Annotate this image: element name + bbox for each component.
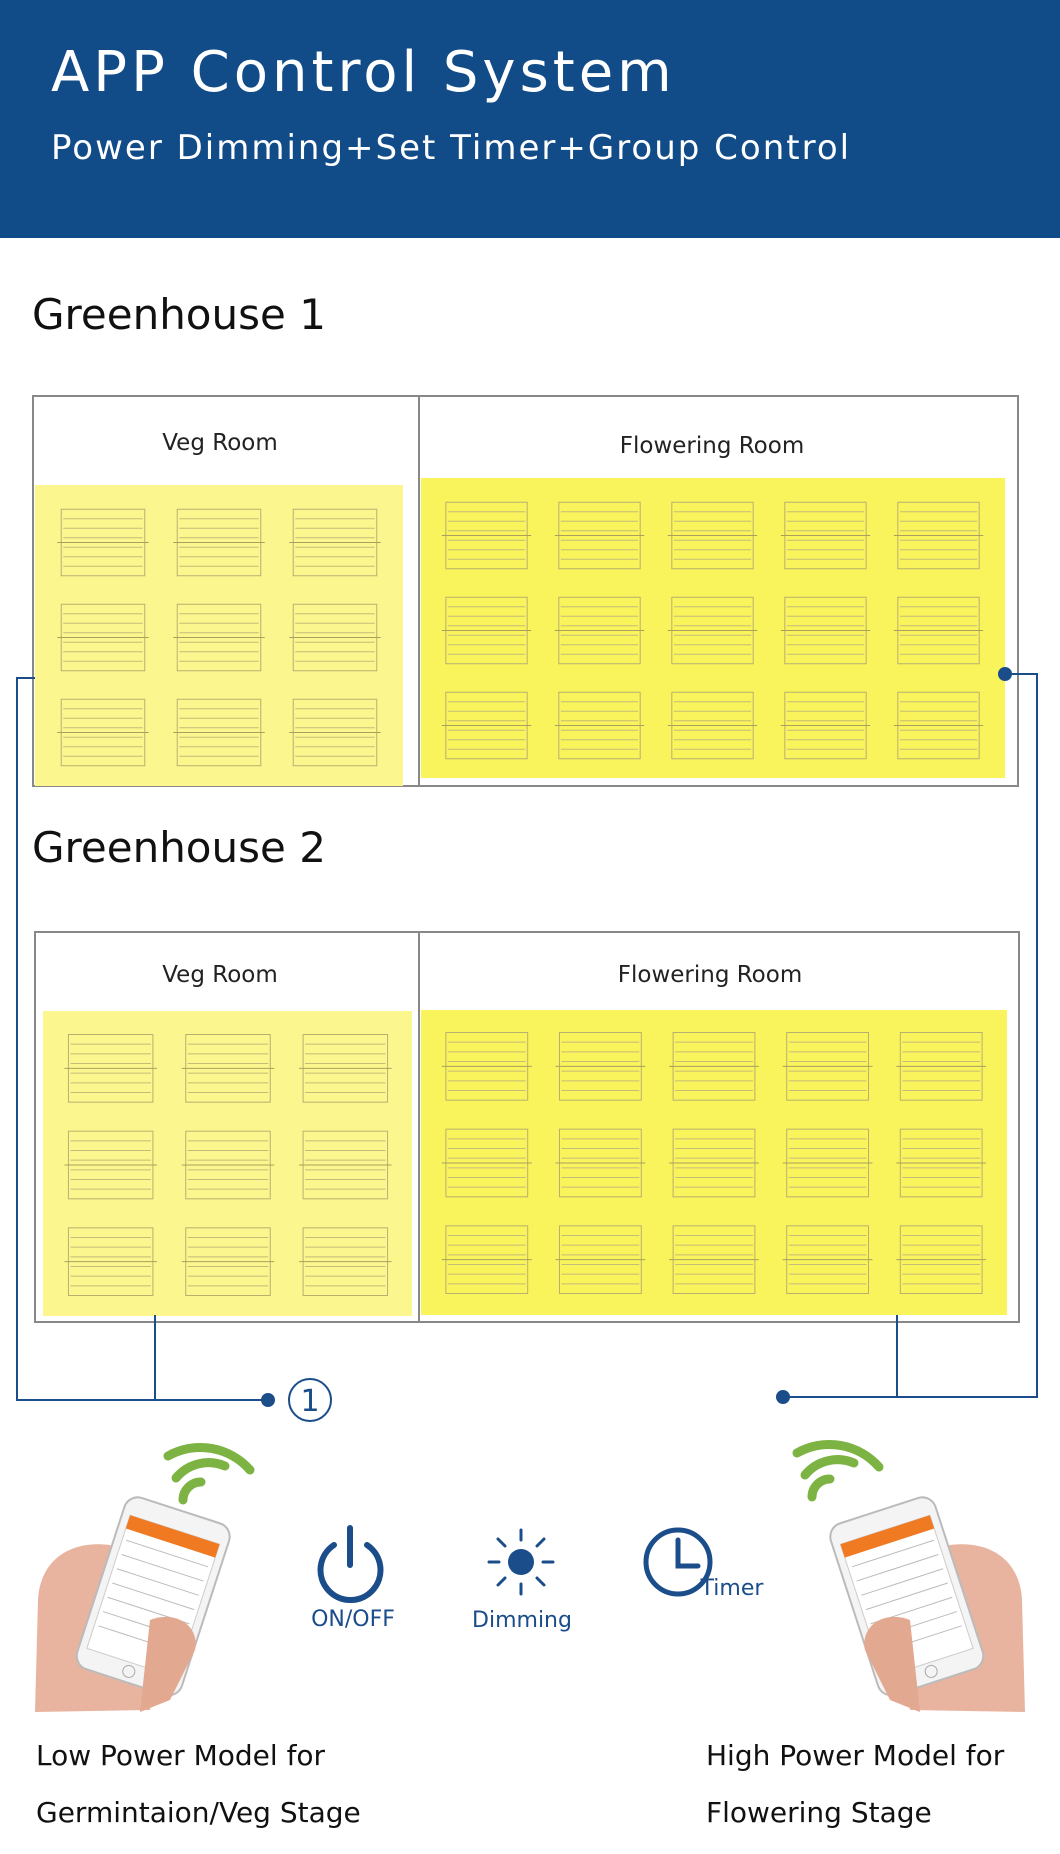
gh2-flowering-fixtures bbox=[442, 1033, 986, 1294]
gh1-flowering-room-area bbox=[421, 478, 1005, 778]
gh2-flowering-fixture bbox=[896, 1033, 986, 1101]
low-power-line1: Low Power Model for bbox=[36, 1739, 326, 1772]
gh1-flowering-fixture bbox=[668, 502, 757, 569]
phone-in-hand-left bbox=[35, 1494, 233, 1712]
page-title: APP Control System bbox=[51, 40, 676, 105]
gh2-veg-fixture bbox=[299, 1131, 391, 1199]
page-subtitle: Power Dimming+Set Timer+Group Control bbox=[51, 128, 852, 168]
gh1-flowering-fixture bbox=[555, 597, 644, 664]
gh2-veg-fixture bbox=[182, 1228, 274, 1296]
gh2-veg-fixture bbox=[64, 1035, 156, 1103]
gh2-veg-fixtures bbox=[64, 1035, 391, 1296]
gh2-flowering-fixture bbox=[556, 1226, 646, 1294]
gh2-flowering-room-label: Flowering Room bbox=[617, 962, 803, 988]
gh2-flowering-fixture bbox=[669, 1033, 759, 1101]
phone-in-hand-right bbox=[827, 1494, 1025, 1712]
group-marker-number: 1 bbox=[300, 1384, 320, 1419]
gh1-flowering-fixtures bbox=[442, 502, 983, 759]
gh2-flowering-fixture bbox=[896, 1226, 986, 1294]
greenhouse-2-title: Greenhouse 2 bbox=[32, 823, 326, 872]
low-power-caption bbox=[36, 1727, 361, 1841]
gh1-flowering-fixture bbox=[668, 692, 757, 759]
gh1-veg-room-area bbox=[35, 485, 403, 786]
sun-icon bbox=[489, 1530, 553, 1594]
gh1-veg-fixture bbox=[289, 699, 381, 766]
gh1-veg-fixture bbox=[173, 699, 265, 766]
greenhouse-1-title: Greenhouse 1 bbox=[32, 290, 326, 339]
veg-connector-dot bbox=[261, 1393, 275, 1407]
gh2-flowering-fixture bbox=[442, 1226, 532, 1294]
wifi-icon-left bbox=[168, 1448, 250, 1500]
gh1-flowering-fixture bbox=[781, 597, 870, 664]
gh2-veg-fixture bbox=[299, 1228, 391, 1296]
gh1-flowering-fixture bbox=[442, 692, 531, 759]
high-power-caption bbox=[706, 1727, 1004, 1841]
gh1-flowering-fixture bbox=[555, 692, 644, 759]
onoff-label: ON/OFF bbox=[311, 1607, 395, 1632]
gh2-flowering-fixture bbox=[556, 1129, 646, 1197]
timer-label: Timer bbox=[700, 1576, 764, 1601]
gh2-flowering-fixture bbox=[783, 1129, 873, 1197]
flowering-bottom-dot bbox=[776, 1390, 790, 1404]
gh1-flowering-fixture bbox=[668, 597, 757, 664]
gh1-flowering-fixture bbox=[555, 502, 644, 569]
gh1-flowering-room-label: Flowering Room bbox=[619, 433, 805, 459]
gh1-veg-fixture bbox=[173, 604, 265, 671]
gh1-veg-fixtures bbox=[57, 509, 381, 766]
power-icon bbox=[321, 1528, 381, 1600]
high-power-line2: Flowering Stage bbox=[706, 1796, 932, 1829]
gh2-flowering-fixture bbox=[556, 1033, 646, 1101]
gh2-veg-fixture bbox=[299, 1035, 391, 1103]
gh2-flowering-fixture bbox=[896, 1129, 986, 1197]
wifi-icon-right bbox=[797, 1445, 879, 1497]
dimming-label: Dimming bbox=[472, 1608, 572, 1633]
gh1-flowering-fixture bbox=[894, 597, 983, 664]
gh1-veg-room-label: Veg Room bbox=[162, 430, 278, 456]
gh2-veg-room-area bbox=[43, 1011, 412, 1316]
gh2-flowering-fixture bbox=[442, 1129, 532, 1197]
gh1-veg-fixture bbox=[289, 604, 381, 671]
gh2-veg-room-label: Veg Room bbox=[162, 962, 278, 988]
gh2-veg-fixture bbox=[182, 1131, 274, 1199]
gh1-veg-fixture bbox=[289, 509, 381, 576]
gh1-flowering-fixture bbox=[781, 502, 870, 569]
gh2-flowering-fixture bbox=[669, 1226, 759, 1294]
gh1-flowering-fixture bbox=[442, 502, 531, 569]
gh2-veg-fixture bbox=[64, 1228, 156, 1296]
flowering-connector-dot bbox=[998, 667, 1012, 681]
gh2-flowering-fixture bbox=[442, 1033, 532, 1101]
low-power-line2: Germintaion/Veg Stage bbox=[36, 1796, 361, 1829]
gh1-veg-fixture bbox=[173, 509, 265, 576]
gh2-flowering-fixture bbox=[783, 1033, 873, 1101]
gh2-flowering-fixture bbox=[783, 1226, 873, 1294]
gh1-veg-fixture bbox=[57, 604, 149, 671]
high-power-line1: High Power Model for bbox=[706, 1739, 1005, 1772]
gh1-veg-fixture bbox=[57, 509, 149, 576]
gh1-flowering-fixture bbox=[894, 502, 983, 569]
gh2-veg-fixture bbox=[182, 1035, 274, 1103]
gh2-flowering-fixture bbox=[669, 1129, 759, 1197]
gh2-veg-fixture bbox=[64, 1131, 156, 1199]
gh1-flowering-fixture bbox=[894, 692, 983, 759]
gh1-veg-fixture bbox=[57, 699, 149, 766]
gh1-flowering-fixture bbox=[442, 597, 531, 664]
gh1-flowering-fixture bbox=[781, 692, 870, 759]
